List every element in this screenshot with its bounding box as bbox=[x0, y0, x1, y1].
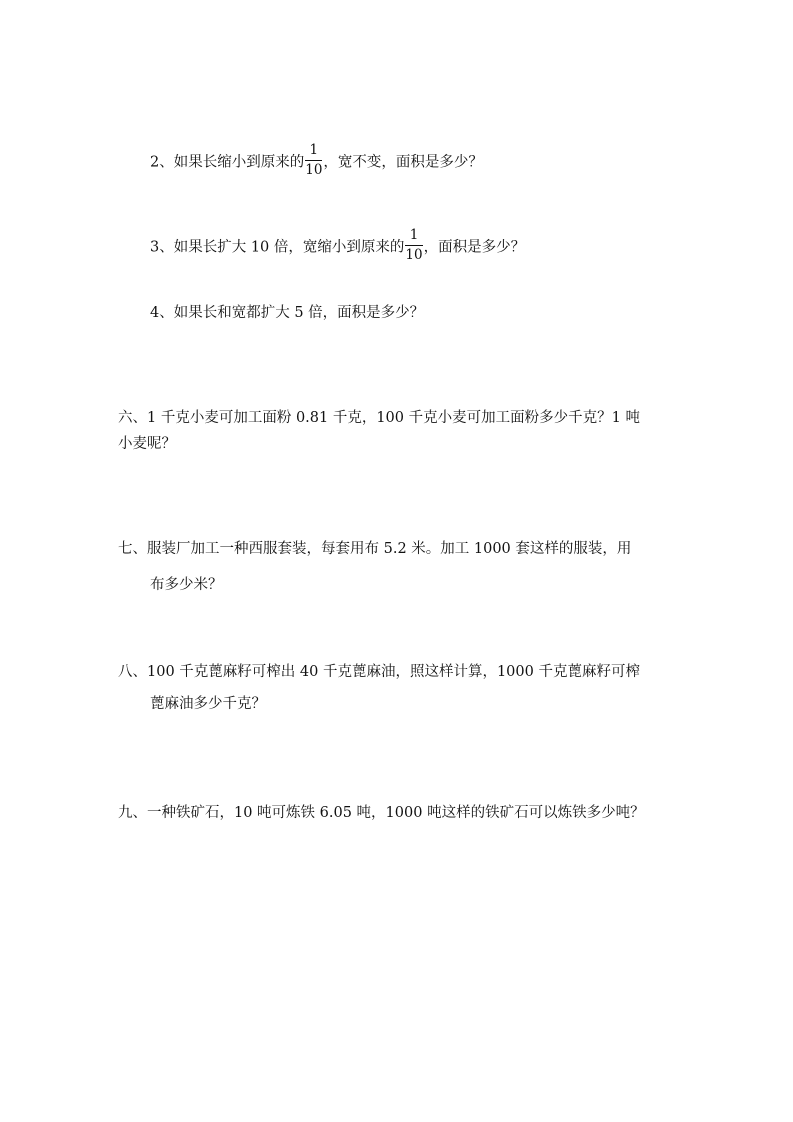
question-3-text-before: 3、如果长扩大 10 倍，宽缩小到原来的 bbox=[150, 239, 405, 256]
problem-6-line-2: 小麦呢？ bbox=[118, 436, 176, 452]
problem-7-line-1: 七、服装厂加工一种西服套装，每套用布 5.2 米。加工 1000 套这样的服装，用 bbox=[118, 541, 632, 557]
question-2 bbox=[150, 142, 483, 179]
fraction-one-tenth bbox=[305, 144, 322, 177]
problem-8-line-2: 蓖麻油多少千克？ bbox=[150, 696, 266, 712]
question-3-text-after: ，面积是多少？ bbox=[423, 239, 526, 256]
problem-6-line-1: 六、1 千克小麦可加工面粉 0.81 千克，100 千克小麦可加工面粉多少千克？1 吨 bbox=[118, 410, 640, 426]
fraction-numerator: 1 bbox=[305, 144, 322, 161]
question-3 bbox=[150, 227, 526, 264]
fraction-denominator: 10 bbox=[305, 161, 323, 178]
problem-7-line-2: 布多少米？ bbox=[150, 577, 223, 593]
question-2-text-after: ，宽不变，面积是多少？ bbox=[323, 154, 483, 171]
problem-9-line-1: 九、一种铁矿石，10 吨可炼铁 6.05 吨，1000 吨这样的铁矿石可以炼铁多少吨？ bbox=[118, 805, 645, 821]
problem-8-line-1: 八、100 千克蓖麻籽可榨出 40 千克蓖麻油，照这样计算，1000 千克蓖麻籽可榨 bbox=[118, 664, 640, 680]
fraction-denominator: 10 bbox=[405, 246, 423, 263]
question-2-text-before: 2、如果长缩小到原来的 bbox=[150, 154, 305, 171]
fraction-one-tenth bbox=[405, 229, 422, 262]
question-4: 4、如果长和宽都扩大 5 倍，面积是多少？ bbox=[150, 305, 425, 321]
fraction-numerator: 1 bbox=[405, 229, 422, 246]
